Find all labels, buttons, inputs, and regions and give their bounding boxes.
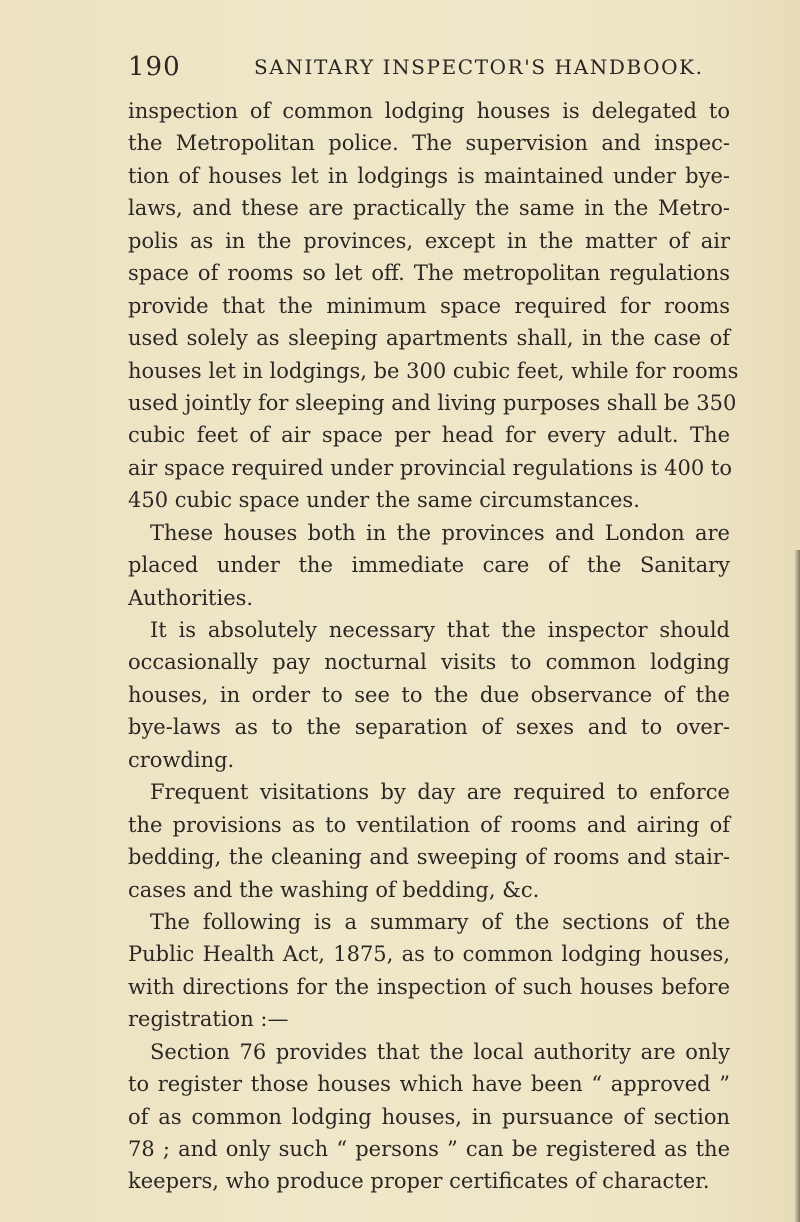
text-line: Authorities. [128,585,254,610]
text-line: laws, and these are practically the same in the Metro- [128,196,730,221]
text-line: Section 76 provides that the local authority are only [150,1039,730,1064]
text-line: polis as in the provinces, except in the matter of air [128,228,730,253]
text-line: registration :— [128,1007,289,1032]
text-line: inspection of common lodging houses is delegated to [128,99,730,123]
text-line: bedding, the cleaning and sweeping of rooms and stair- [128,845,730,870]
text-line: used jointly for sleeping and living purposes shall be 350 [128,390,737,415]
text-line: space of rooms so let off. The metropolitan regulations [128,261,730,286]
page-number: 190 [128,52,181,82]
text-line: Public Health Act, 1875, as to common lodging houses, [128,942,730,967]
text-line: used solely as sleeping apartments shall, in the case of [128,326,730,351]
text-line: 78 ; and only such “ persons ” can be registered as the [128,1137,730,1161]
text-line: placed under the immediate care of the Sanitary [128,553,730,578]
text-line: occasionally pay nocturnal visits to common lodging [128,650,730,675]
body-text [128,95,739,1198]
text-line: to register those houses which have been “ approved ” [128,1072,730,1097]
text-line: houses, in order to see to the due observance of the [128,682,730,707]
text-line: tion of houses let in lodgings is maintained under bye- [128,163,730,188]
text-line: keepers, who produce proper certificates of character. [128,1169,710,1194]
text-line: the Metropolitan police. The supervision and inspec- [128,131,730,156]
text-line: crowding. [128,747,235,772]
text-line: 450 cubic space under the same circumstances. [128,488,640,513]
text-line: bye-laws as to the separation of sexes and to over- [128,715,730,740]
page-edge-shadow [794,550,800,1222]
text-line: houses let in lodgings, be 300 cubic feet, while for rooms [128,358,739,383]
text-line: cubic feet of air space per head for every adult. The [128,423,730,448]
text-line: cases and the washing of bedding, &c. [128,877,540,902]
text-line: provide that the minimum space required for rooms [128,293,730,318]
text-line: the provisions as to ventilation of rooms and airing of [128,812,730,837]
text-line: It is absolutely necessary that the inspector should [150,618,730,642]
text-line: air space required under provincial regulations is 400 to [128,455,732,480]
page-header [128,52,730,86]
text-line: with directions for the inspection of such houses before [128,974,730,999]
text-line: of as common lodging houses, in pursuance of section [128,1104,730,1129]
text-line: Frequent visitations by day are required to enforce [150,780,730,805]
text-line: These houses both in the provinces and London are [150,520,730,545]
text-line: The following is a summary of the sections of the [150,909,730,934]
running-title: SANITARY INSPECTOR'S HANDBOOK. [254,55,704,79]
